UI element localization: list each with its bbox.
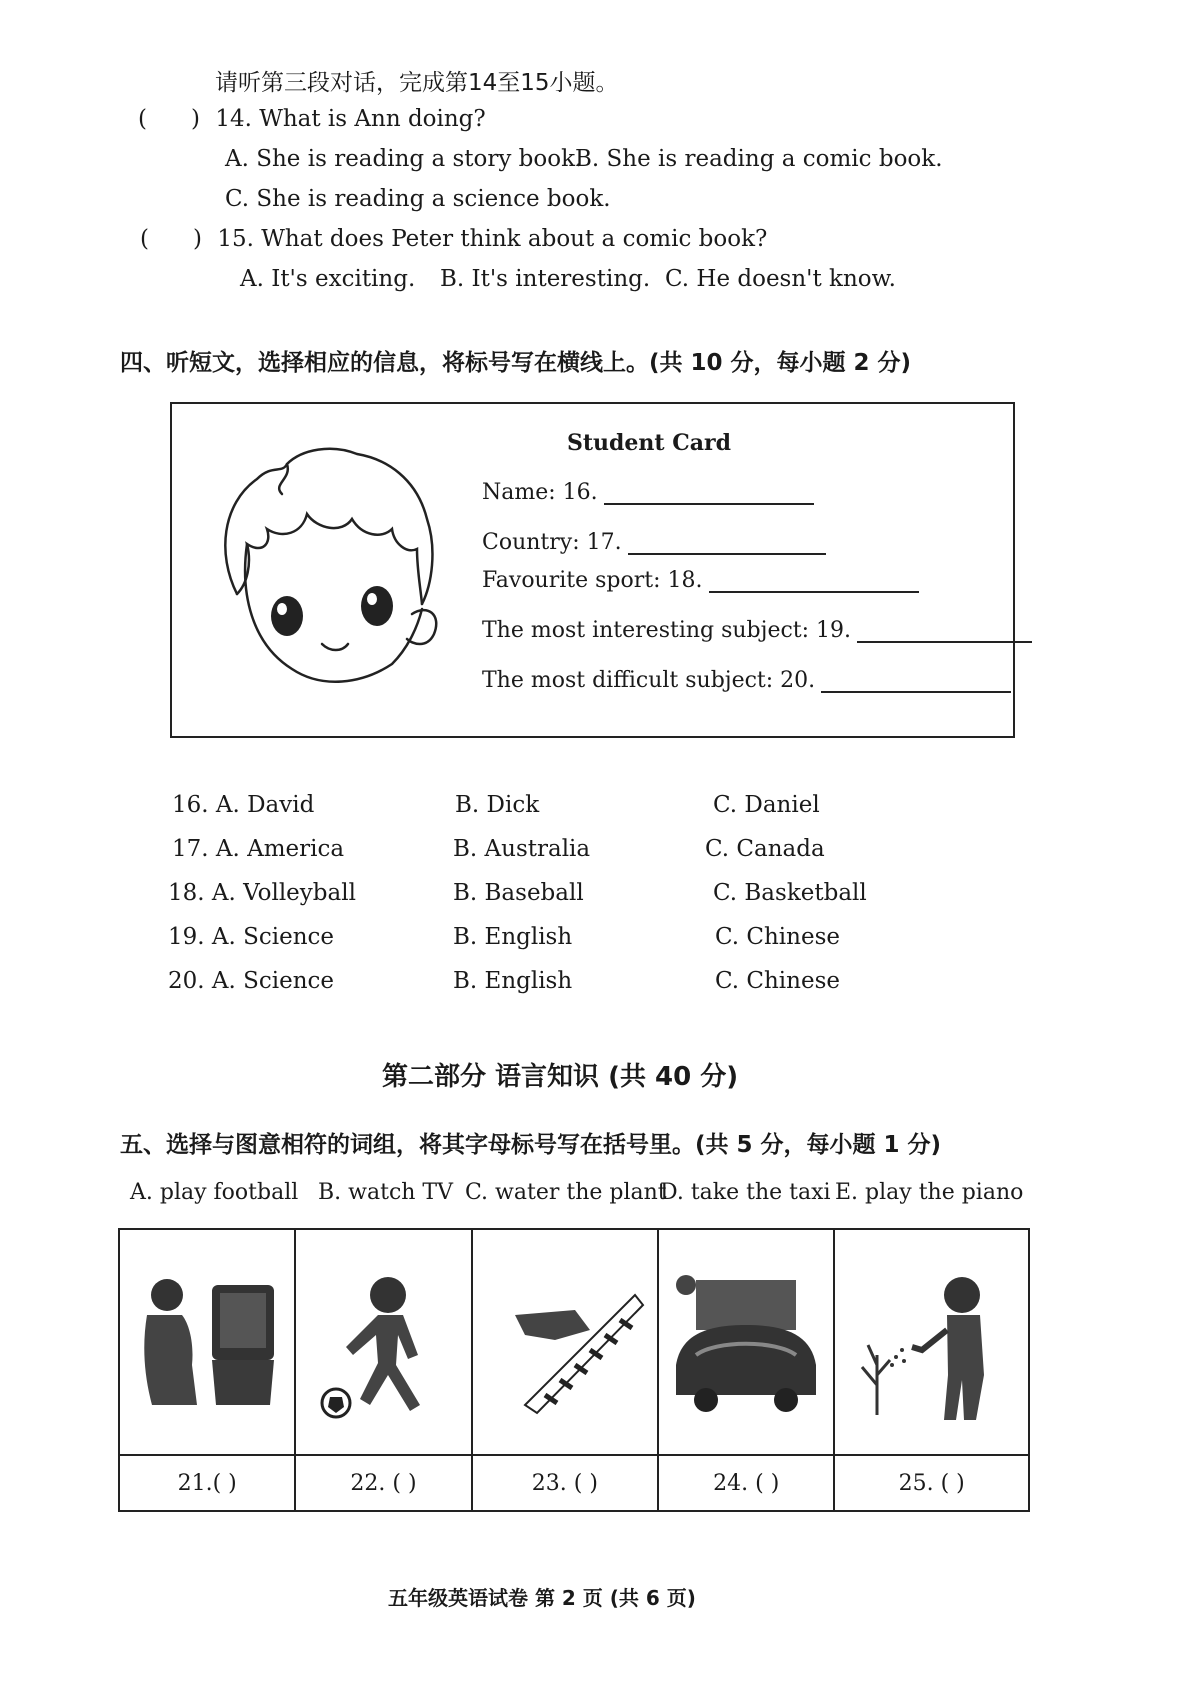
choice-20-a: 20. A. Science [168, 968, 335, 994]
water-plant-icon [852, 1255, 1012, 1425]
card-field-name: Name: 16. [482, 480, 814, 505]
choice-18-c: C. Basketball [713, 880, 867, 906]
choice-16-b: B. Dick [455, 792, 540, 818]
choice-17-b: B. Australia [453, 836, 591, 862]
choice-17-a: 17. A. America [172, 836, 345, 862]
q14-option-c: C. She is reading a science book. [225, 186, 611, 212]
choice-17-c: C. Canada [705, 836, 825, 862]
card-field-interesting-subject: The most interesting subject: 19. [482, 618, 1032, 643]
watch-tv-icon [132, 1255, 282, 1425]
picture-play-piano [472, 1229, 658, 1455]
section5-heading: 五、选择与图意相符的词组，将其字母标号写在括号里。(共 5 分，每小题 1 分) [120, 1132, 942, 1158]
choice-19-a: 19. A. Science [168, 924, 335, 950]
blank-19[interactable] [857, 619, 1032, 643]
question-14-text: 14. What is Ann doing? [215, 106, 486, 132]
picture-watch-tv [119, 1229, 295, 1455]
answer-22[interactable]: 22. ( ) [295, 1455, 471, 1511]
answer-paren-15[interactable]: ( ) [140, 226, 202, 252]
student-card [170, 402, 1015, 738]
choice-18-b: B. Baseball [453, 880, 584, 906]
choice-16-a: 16. A. David [172, 792, 315, 818]
phrase-b: B. watch TV [318, 1180, 453, 1205]
phrase-e: E. play the piano [835, 1180, 1024, 1205]
page-footer: 五年级英语试卷 第 2 页 (共 6 页) [388, 1586, 696, 1610]
card-title: Student Card [567, 430, 731, 456]
q14-option-a: A. She is reading a story book. [225, 146, 583, 172]
taxi-icon [666, 1255, 826, 1425]
question-15 [140, 226, 767, 252]
choice-16-c: C. Daniel [713, 792, 820, 818]
question-15-text: 15. What does Peter think about a comic book? [217, 226, 768, 252]
part2-title: 第二部分 语言知识 (共 40 分) [382, 1062, 739, 1092]
blank-18[interactable] [709, 569, 919, 593]
section3-intro: 请听第三段对话，完成第14至15小题。 [215, 70, 619, 96]
picture-take-taxi [658, 1229, 834, 1455]
phrase-c: C. water the plant [465, 1180, 667, 1205]
football-icon [308, 1255, 458, 1425]
q15-option-b: B. It's interesting. [440, 266, 651, 292]
choice-20-c: C. Chinese [715, 968, 841, 994]
section4-heading: 四、听短文，选择相应的信息，将标号写在横线上。(共 10 分，每小题 2 分) [120, 350, 912, 376]
answer-25[interactable]: 25. ( ) [834, 1455, 1029, 1511]
answer-24[interactable]: 24. ( ) [658, 1455, 834, 1511]
answer-paren-14[interactable]: ( ) [138, 106, 200, 132]
phrase-a: A. play football [130, 1180, 299, 1205]
blank-17[interactable] [628, 531, 826, 555]
q14-option-b: B. She is reading a comic book. [575, 146, 943, 172]
answer-23[interactable]: 23. ( ) [472, 1455, 658, 1511]
card-field-sport: Favourite sport: 18. [482, 568, 919, 593]
card-field-difficult-subject: The most difficult subject: 20. [482, 668, 1011, 693]
choice-18-a: 18. A. Volleyball [168, 880, 356, 906]
boy-face-illustration [212, 444, 452, 694]
card-field-country: Country: 17. [482, 530, 826, 555]
phrase-d: D. take the taxi [660, 1180, 831, 1205]
picture-water-plant [834, 1229, 1029, 1455]
q15-option-a: A. It's exciting. [240, 266, 416, 292]
question-14 [138, 106, 486, 132]
blank-20[interactable] [821, 669, 1011, 693]
blank-16[interactable] [604, 481, 814, 505]
piano-icon [485, 1255, 645, 1425]
choice-20-b: B. English [453, 968, 573, 994]
q15-option-c: C. He doesn't know. [665, 266, 896, 292]
choice-19-b: B. English [453, 924, 573, 950]
picture-play-football [295, 1229, 471, 1455]
answer-21[interactable]: 21.( ) [119, 1455, 295, 1511]
choice-19-c: C. Chinese [715, 924, 841, 950]
picture-table [118, 1228, 1030, 1512]
